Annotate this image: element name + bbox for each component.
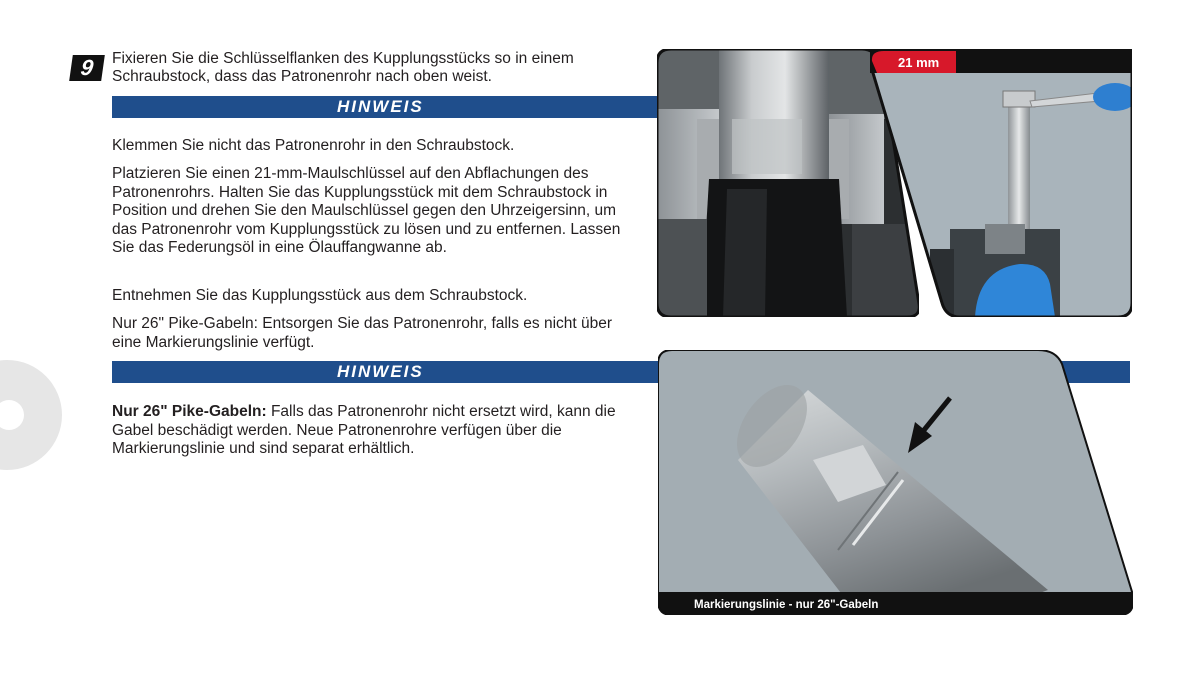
step-number-badge: 9	[69, 55, 105, 81]
marking-caption: Markierungslinie - nur 26"-Gabeln	[694, 599, 879, 611]
notice-paragraph-2: Platzieren Sie einen 21-mm-Maulschlüssel auf den Abflachungen des Patronenrohrs. Halten Sie das Kupplungsstück mit dem Schraubstock in Position und drehen Sie den Maulschlüssel gegen den Uhrzeigersinn, um das Patronenrohr vom Kupplungsstück zu lösen und zu entfernen. Lassen Sie das Federungsöl in eine Ölauffangwanne ab.	[112, 165, 621, 256]
notice-banner-1	[112, 96, 672, 118]
notice-title-2: HINWEIS	[337, 362, 424, 381]
notice-paragraph-4: Nur 26" Pike-Gabeln: Entsorgen Sie das Patronenrohr, falls es nicht über eine Markierungslinie verfügt.	[112, 315, 613, 351]
marking-line-photo	[658, 350, 1133, 615]
notice2-bold-lead: Nur 26" Pike-Gabeln:	[112, 403, 267, 420]
notice-paragraph-1: Klemmen Sie nicht das Patronenrohr in den Schraubstock.	[112, 137, 515, 154]
notice-title-1: HINWEIS	[337, 97, 424, 116]
notice2-paragraph	[112, 403, 642, 459]
wrench-photo	[870, 49, 1132, 317]
notice2-text: Falls das Patronenrohr nicht ersetzt wird, kann die Gabel beschädigt werden. Neue Patronenrohre verfügen über die Markierungslinie und sind separat erhältlich.	[112, 403, 616, 457]
notice-paragraph-3: Entnehmen Sie das Kupplungsstück aus dem Schraubstock.	[112, 287, 528, 304]
wrench-size-label: 21 mm	[898, 55, 940, 70]
decorative-circle	[0, 360, 62, 470]
step-instruction: Fixieren Sie die Schlüsselflanken des Kupplungsstücks so in einem Schraubstock, dass das Patronenrohr nach oben weist.	[112, 50, 574, 85]
